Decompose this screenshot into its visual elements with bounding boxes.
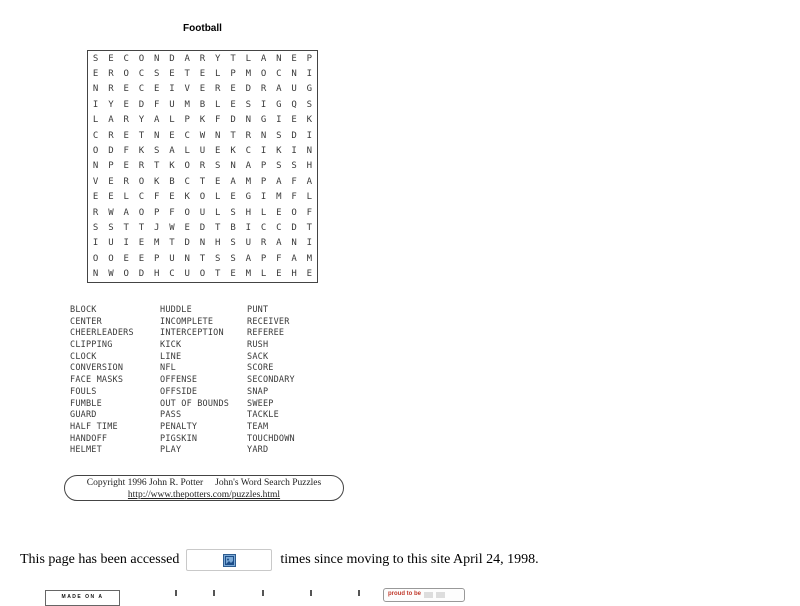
word-list-item: BLOCK — [70, 305, 97, 315]
grid-letter: N — [306, 146, 313, 157]
grid-letter: E — [108, 176, 114, 187]
grid-letter: R — [123, 176, 129, 187]
grid-letter: E — [230, 99, 236, 110]
grid-letter: S — [230, 207, 236, 218]
grid-letter: D — [138, 269, 145, 280]
clipped-text-remnant — [358, 590, 360, 596]
grid-letter: A — [245, 253, 251, 264]
word-list-column — [70, 305, 134, 457]
grid-letter: B — [230, 223, 236, 234]
grid-letter: A — [245, 161, 251, 172]
grid-letter: A — [108, 115, 114, 126]
grid-letter: N — [184, 253, 190, 264]
grid-letter: P — [306, 53, 313, 64]
grid-letter: E — [230, 192, 236, 203]
grid-letter: R — [199, 161, 206, 172]
word-list-item: CENTER — [70, 316, 102, 327]
grid-letter: N — [291, 69, 297, 80]
word-list-column — [247, 305, 295, 457]
grid-letter: C — [138, 192, 145, 203]
grid-letter: E — [199, 84, 206, 95]
grid-letter: U — [108, 238, 114, 249]
grid-letter: S — [215, 161, 221, 172]
grid-letter: A — [291, 253, 297, 264]
grid-letter: C — [276, 223, 282, 234]
grid-letter: A — [169, 146, 175, 157]
word-list-item: RECEIVER — [247, 316, 290, 327]
grid-letter: I — [245, 223, 251, 234]
grid-letter: I — [306, 130, 313, 141]
grid-letter: E — [291, 53, 297, 64]
grid-letter: L — [215, 99, 221, 110]
grid-letter: M — [276, 192, 282, 203]
grid-letter: R — [92, 207, 99, 218]
grid-letter: T — [230, 53, 236, 64]
word-list-item: TOUCHDOWN — [247, 433, 295, 444]
grid-letter: N — [245, 115, 251, 126]
grid-letter: N — [153, 53, 160, 64]
grid-letter: K — [230, 146, 236, 157]
grid-letter: B — [169, 176, 175, 187]
grid-letter: T — [123, 223, 129, 234]
grid-letter: E — [169, 130, 175, 141]
grid-letter: C — [184, 176, 190, 187]
grid-letter: E — [276, 207, 282, 218]
grid-letter: M — [306, 253, 313, 264]
word-list-item: PLAY — [160, 445, 182, 456]
grid-letter: J — [153, 223, 160, 234]
grid-letter: K — [169, 161, 175, 172]
grid-letter: L — [245, 53, 251, 64]
grid-letter: K — [184, 192, 190, 203]
grid-letter: W — [108, 207, 114, 218]
clipped-text-remnant — [175, 590, 177, 596]
word-list-item: YARD — [247, 445, 269, 456]
grid-letter: C — [245, 146, 251, 157]
word-list-item: SNAP — [247, 386, 269, 397]
grid-letter: T — [199, 253, 206, 264]
proud-badge-label: proud to be — [388, 591, 421, 597]
grid-letter: R — [260, 238, 267, 249]
grid-letter: H — [245, 207, 251, 218]
grid-letter: P — [260, 253, 267, 264]
grid-letter: E — [123, 130, 129, 141]
word-search-grid — [87, 50, 318, 283]
grid-letter: M — [245, 69, 251, 80]
grid-letter: A — [184, 53, 190, 64]
word-list-item: HALF TIME — [70, 421, 118, 432]
grid-letter: C — [260, 223, 267, 234]
word-list-item: CONVERSION — [70, 363, 124, 374]
grid-letter: O — [108, 253, 114, 264]
grid-letter: F — [215, 115, 221, 126]
grid-letter: G — [276, 99, 282, 110]
grid-letter: S — [215, 253, 221, 264]
grid-letter: E — [108, 192, 114, 203]
word-list-item: CLIPPING — [70, 340, 113, 351]
copyright-url-line — [65, 490, 343, 502]
grid-letter: N — [276, 53, 282, 64]
grid-letter: R — [108, 130, 114, 141]
hit-counter-box — [186, 549, 272, 571]
grid-letter: T — [138, 130, 145, 141]
grid-letter: E — [215, 176, 221, 187]
grid-letter: V — [184, 84, 190, 95]
grid-letter: H — [306, 161, 313, 172]
grid-letter: M — [245, 269, 251, 280]
word-list-item: RUSH — [247, 340, 269, 351]
grid-letter: E — [169, 192, 175, 203]
grid-letter: E — [153, 84, 160, 95]
word-list-item: PASS — [160, 410, 182, 421]
grid-letter: W — [199, 130, 206, 141]
grid-letter: F — [276, 253, 282, 264]
grid-letter: R — [199, 53, 206, 64]
grid-letter: W — [108, 269, 114, 280]
grid-letter: T — [199, 176, 206, 187]
grid-letter: I — [306, 238, 313, 249]
grid-letter: H — [215, 238, 221, 249]
grid-letter: E — [123, 161, 129, 172]
grid-letter: E — [92, 192, 99, 203]
clipped-text-remnant — [262, 590, 264, 596]
grid-letter: E — [123, 99, 129, 110]
grid-letter: I — [291, 146, 297, 157]
grid-letter: S — [230, 253, 236, 264]
copyright-box — [64, 475, 344, 501]
grid-letter: F — [123, 146, 129, 157]
grid-letter: K — [276, 146, 282, 157]
grid-letter: L — [215, 207, 221, 218]
grid-letter: C — [138, 69, 145, 80]
grid-letter: R — [123, 115, 129, 126]
grid-letter: N — [199, 238, 206, 249]
grid-letter: P — [260, 161, 267, 172]
grid-letter: A — [260, 53, 267, 64]
grid-letter: S — [276, 161, 282, 172]
word-list-item: KICK — [160, 340, 182, 351]
word-list-item: SECONDARY — [247, 375, 295, 386]
grid-letter: S — [306, 99, 313, 110]
grid-letter: F — [291, 192, 297, 203]
grid-letter: T — [306, 223, 313, 234]
grid-letter: T — [169, 238, 175, 249]
word-list-item: OUT OF BOUNDS — [160, 398, 230, 409]
grid-letter: U — [169, 253, 175, 264]
clipped-badge-graphic — [436, 592, 445, 598]
grid-letter: U — [199, 146, 206, 157]
grid-letter: O — [138, 176, 145, 187]
grid-letter: Y — [108, 99, 114, 110]
grid-letter: G — [245, 192, 251, 203]
grid-letter: C — [276, 69, 282, 80]
grid-letter: C — [169, 269, 175, 280]
grid-letter: E — [215, 146, 221, 157]
grid-letter: F — [291, 176, 297, 187]
word-list-item: PIGSKIN — [160, 433, 198, 444]
grid-letter: R — [260, 84, 267, 95]
grid-letter: T — [215, 223, 221, 234]
grid-letter: A — [276, 176, 282, 187]
grid-letter: E — [138, 253, 145, 264]
made-on-a-mac-badge[interactable]: MADE ON A — [45, 590, 120, 606]
copyright-text: Copyright 1996 John R. Potter — [86, 478, 204, 488]
word-list-item: OFFSIDE — [160, 386, 198, 397]
word-list-item: HANDOFF — [70, 433, 108, 444]
grid-letter: P — [108, 161, 114, 172]
grid-letter: W — [169, 223, 175, 234]
grid-letter: C — [92, 130, 99, 141]
word-list-item: INTERCEPTION — [160, 328, 224, 339]
grid-letter: E — [108, 53, 114, 64]
word-list-item: FACE MASKS — [70, 375, 124, 386]
grid-letter: O — [260, 69, 267, 80]
grid-letter: S — [153, 146, 160, 157]
grid-letter: F — [153, 99, 160, 110]
grid-letter: K — [199, 115, 206, 126]
grid-letter: A — [230, 176, 236, 187]
grid-letter: L — [215, 192, 221, 203]
grid-letter: N — [153, 130, 160, 141]
grid-letter: C — [138, 84, 145, 95]
grid-letter: T — [184, 69, 190, 80]
grid-letter: D — [108, 146, 114, 157]
grid-letter: U — [291, 84, 297, 95]
grid-letter: K — [138, 146, 145, 157]
grid-letter: M — [245, 176, 251, 187]
grid-letter: G — [306, 84, 313, 95]
word-list-item: NFL — [160, 363, 176, 374]
grid-letter: U — [199, 207, 206, 218]
grid-letter: R — [108, 84, 114, 95]
grid-letter: L — [184, 146, 190, 157]
grid-letter: E — [230, 84, 236, 95]
grid-letter: N — [92, 269, 99, 280]
word-list-item: SACK — [247, 351, 269, 362]
grid-letter: H — [153, 269, 160, 280]
grid-letter: K — [306, 115, 313, 126]
grid-letter: S — [230, 238, 236, 249]
grid-letter: M — [153, 238, 160, 249]
grid-letter: N — [215, 130, 221, 141]
grid-letter: O — [138, 53, 145, 64]
grid-letter: R — [215, 84, 221, 95]
grid-letter: N — [291, 238, 297, 249]
grid-letter: E — [169, 69, 175, 80]
grid-letter: O — [123, 69, 129, 80]
grid-letter: K — [153, 176, 160, 187]
word-list-item: PENALTY — [160, 421, 198, 432]
word-list-item: CHEERLEADERS — [70, 328, 134, 339]
access-counter-line — [20, 549, 539, 571]
grid-letter: R — [138, 161, 145, 172]
word-list-item: REFEREE — [247, 328, 285, 339]
grid-letter: I — [123, 238, 129, 249]
grid-letter: L — [215, 69, 221, 80]
clipped-text-remnant — [310, 590, 312, 596]
word-list-item: OFFENSE — [160, 375, 198, 386]
grid-letter: Q — [291, 99, 297, 110]
grid-letter: O — [123, 269, 129, 280]
word-list-item: TEAM — [247, 421, 269, 432]
grid-letter: T — [215, 269, 221, 280]
grid-letter: Y — [215, 53, 221, 64]
grid-letter: U — [245, 238, 251, 249]
grid-letter: N — [92, 84, 99, 95]
access-counter-suffix: times since moving to this site April 24, 1998. — [280, 552, 539, 567]
grid-letter: S — [92, 223, 99, 234]
grid-letter: E — [92, 69, 99, 80]
grid-letter: L — [169, 115, 175, 126]
grid-letter: S — [276, 130, 282, 141]
grid-letter: D — [169, 53, 175, 64]
grid-letter: D — [199, 223, 206, 234]
grid-letter: A — [276, 238, 282, 249]
grid-letter: O — [184, 207, 190, 218]
grid-letter: V — [92, 176, 99, 187]
grid-letter: G — [260, 115, 267, 126]
grid-letter: I — [276, 115, 282, 126]
grid-letter: D — [245, 84, 251, 95]
grid-letter: I — [169, 84, 175, 95]
clipped-text-remnant — [213, 590, 215, 596]
grid-letter: E — [291, 115, 297, 126]
grid-letter: E — [276, 269, 282, 280]
grid-letter: S — [291, 161, 297, 172]
grid-letter: D — [184, 238, 190, 249]
grid-letter: E — [199, 69, 206, 80]
grid-letter: L — [92, 115, 99, 126]
grid-letter: L — [260, 269, 267, 280]
word-list-item: HELMET — [70, 445, 102, 456]
grid-letter: D — [291, 223, 297, 234]
grid-letter: O — [199, 192, 206, 203]
grid-letter: D — [291, 130, 297, 141]
grid-letter: I — [92, 99, 99, 110]
grid-letter: B — [199, 99, 206, 110]
grid-letter: A — [306, 176, 313, 187]
grid-letter: U — [184, 269, 190, 280]
grid-letter: H — [291, 269, 297, 280]
grid-letter: D — [230, 115, 236, 126]
word-list-item: SWEEP — [247, 398, 274, 409]
grid-letter: I — [260, 192, 267, 203]
grid-letter: O — [291, 207, 297, 218]
grid-letter: F — [169, 207, 175, 218]
broken-image-icon — [223, 554, 236, 567]
access-counter-prefix: This page has been accessed — [20, 552, 180, 567]
grid-letter: F — [306, 207, 313, 218]
grid-letter: P — [184, 115, 190, 126]
grid-letter: E — [123, 253, 129, 264]
grid-letter: O — [199, 269, 206, 280]
grid-letter: L — [123, 192, 129, 203]
grid-letter: A — [123, 207, 129, 218]
grid-letter: P — [153, 253, 160, 264]
grid-letter: A — [153, 115, 160, 126]
word-list-item: SCORE — [247, 363, 274, 374]
grid-letter: T — [230, 130, 236, 141]
grid-letter: C — [184, 130, 190, 141]
word-list-item: GUARD — [70, 410, 97, 421]
grid-letter: E — [123, 84, 129, 95]
grid-letter: T — [138, 223, 145, 234]
grid-letter: D — [138, 99, 145, 110]
grid-letter: O — [138, 207, 145, 218]
grid-letter: P — [230, 69, 236, 80]
grid-letter: F — [153, 192, 160, 203]
grid-letter: O — [92, 253, 99, 264]
clipped-badge-graphic — [424, 592, 433, 598]
copyright-line — [65, 478, 343, 490]
grid-letter: E — [306, 269, 313, 280]
word-list-item: PUNT — [247, 305, 269, 315]
grid-letter: I — [260, 146, 267, 157]
grid-letter: S — [245, 99, 251, 110]
word-list-item: INCOMPLETE — [160, 316, 214, 327]
grid-letter: E — [230, 269, 236, 280]
grid-letter: R — [245, 130, 251, 141]
grid-letter: S — [92, 53, 99, 64]
grid-letter: N — [260, 130, 267, 141]
word-list-item: FOULS — [70, 386, 97, 397]
grid-letter: O — [184, 161, 190, 172]
grid-letter: R — [108, 69, 114, 80]
word-list-item: CLOCK — [70, 351, 97, 362]
grid-letter: P — [153, 207, 160, 218]
grid-letter: U — [169, 99, 175, 110]
grid-letter: L — [260, 207, 267, 218]
word-list-item: FUMBLE — [70, 398, 102, 409]
grid-letter: O — [92, 146, 99, 157]
grid-letter: T — [153, 161, 160, 172]
grid-letter: S — [108, 223, 114, 234]
grid-letter: N — [92, 161, 99, 172]
copyright-site-name: John's Word Search Puzzles — [215, 478, 322, 488]
grid-letter: S — [153, 69, 160, 80]
word-list-column — [160, 305, 229, 457]
grid-letter: I — [306, 69, 313, 80]
grid-letter: Y — [138, 115, 145, 126]
grid-letter: M — [184, 99, 190, 110]
grid-letter: E — [184, 223, 190, 234]
puzzles-url-link[interactable]: http://www.thepotters.com/puzzles.html — [127, 489, 281, 500]
grid-letter: N — [230, 161, 236, 172]
grid-letter: P — [260, 176, 267, 187]
grid-letter: I — [260, 99, 267, 110]
grid-letter: A — [276, 84, 282, 95]
grid-letter: E — [138, 238, 145, 249]
word-list-item: LINE — [160, 351, 182, 362]
grid-letter: I — [92, 238, 99, 249]
grid-letter: L — [306, 192, 313, 203]
puzzle-title: Football — [183, 23, 222, 34]
grid-letter: C — [123, 53, 129, 64]
word-list-item: HUDDLE — [160, 305, 192, 315]
word-list-item: TACKLE — [247, 410, 279, 421]
